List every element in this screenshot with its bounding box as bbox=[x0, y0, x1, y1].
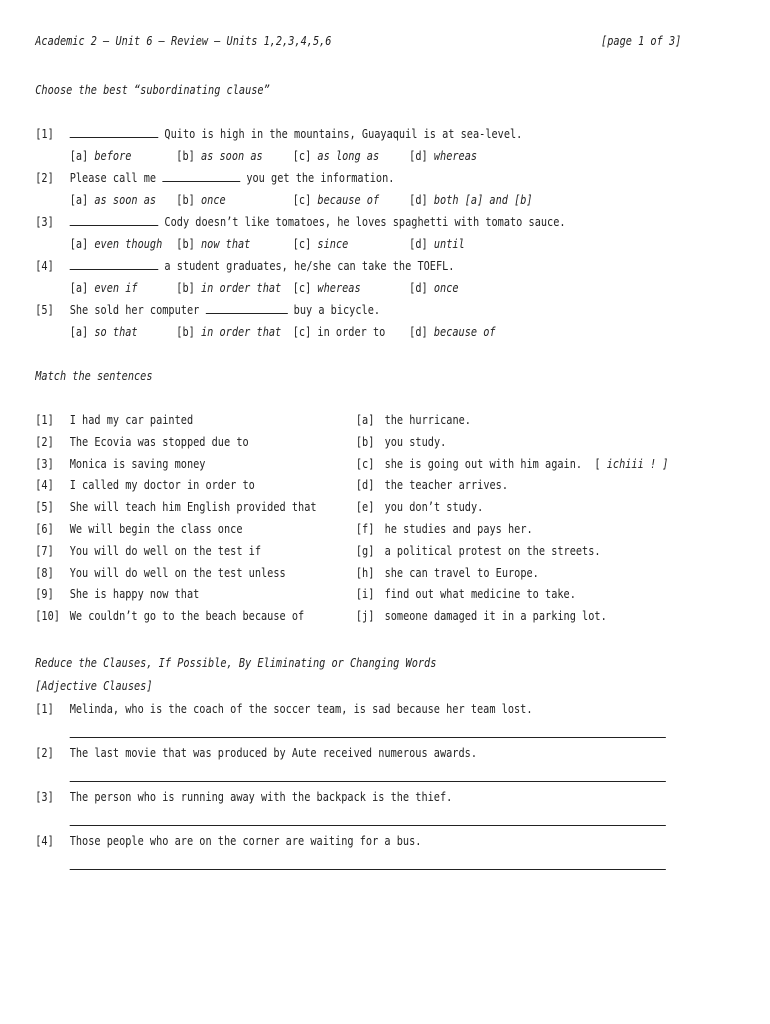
page-header-title: Academic 2 – Unit 6 – Review – Units 1,2,3,4,5,6 bbox=[35, 33, 332, 48]
match-left-number: [9] bbox=[35, 586, 54, 602]
match-left-number: [3] bbox=[35, 455, 54, 471]
question-number: [5] bbox=[35, 302, 54, 317]
option-d[interactable]: [d] because of bbox=[409, 324, 496, 339]
match-left-number: [10] bbox=[35, 608, 60, 624]
match-right-letter: [j] bbox=[355, 608, 375, 624]
match-right-ending: you study. bbox=[384, 433, 447, 449]
item-number: [4] bbox=[35, 833, 54, 848]
option-b[interactable]: [b] now that bbox=[176, 236, 251, 251]
match-left-sentence: You will do well on the test unless bbox=[69, 564, 286, 580]
match-left-sentence: I called my doctor in order to bbox=[69, 477, 255, 493]
option-d[interactable]: [d] whereas bbox=[409, 148, 478, 163]
match-right-ending: a political protest on the streets. bbox=[384, 542, 601, 558]
match-left-number: [4] bbox=[35, 477, 54, 493]
option-a[interactable]: [a] even though bbox=[69, 236, 163, 251]
answer-line[interactable] bbox=[70, 781, 666, 782]
question-text: Please call me you get the information. bbox=[69, 170, 395, 185]
item-text: The last movie that was produced by Aute received numerous awards. bbox=[69, 745, 477, 760]
match-left-number: [8] bbox=[35, 564, 54, 580]
option-d[interactable]: [d] until bbox=[409, 236, 465, 251]
answer-blank[interactable] bbox=[162, 170, 240, 182]
option-c[interactable]: [c] since bbox=[292, 236, 349, 251]
question-number: [1] bbox=[35, 126, 54, 141]
section-subtitle-adjective: [Adjective Clauses] bbox=[35, 678, 153, 693]
option-b[interactable]: [b] in order that bbox=[176, 324, 282, 339]
option-a[interactable]: [a] so that bbox=[69, 324, 138, 339]
answer-blank[interactable] bbox=[70, 126, 159, 138]
answer-blank[interactable] bbox=[70, 258, 159, 270]
item-text: Melinda, who is the coach of the soccer team, is sad because her team lost. bbox=[69, 701, 533, 716]
match-right-letter: [d] bbox=[355, 477, 375, 493]
match-right-letter: [f] bbox=[355, 521, 375, 536]
match-left-sentence: Monica is saving money bbox=[69, 455, 206, 471]
match-right-letter: [b] bbox=[355, 433, 375, 449]
match-right-letter: [c] bbox=[355, 455, 375, 471]
option-d[interactable]: [d] both [a] and [b] bbox=[409, 192, 533, 207]
option-c[interactable]: [c] whereas bbox=[292, 280, 361, 295]
match-right-ending: the teacher arrives. bbox=[384, 477, 509, 493]
match-right-ending: find out what medicine to take. bbox=[384, 586, 576, 602]
match-left-number: [6] bbox=[35, 521, 54, 536]
section-title-match: Match the sentences bbox=[35, 368, 153, 383]
question-number: [3] bbox=[35, 214, 54, 229]
item-number: [3] bbox=[35, 789, 54, 804]
option-d[interactable]: [d] once bbox=[409, 280, 459, 295]
match-right-ending: you don’t study. bbox=[384, 499, 484, 515]
question-text: Cody doesn’t like tomatoes, he loves spaghetti with tomato sauce. bbox=[70, 214, 566, 229]
option-a[interactable]: [a] as soon as bbox=[69, 192, 157, 207]
answer-line[interactable] bbox=[70, 737, 666, 738]
option-a[interactable]: [a] even if bbox=[69, 280, 138, 295]
option-c[interactable]: [c] because of bbox=[292, 192, 380, 207]
option-b[interactable]: [b] in order that bbox=[176, 280, 282, 295]
question-text: Quito is high in the mountains, Guayaquil is at sea-level. bbox=[70, 126, 523, 141]
match-left-number: [1] bbox=[35, 412, 54, 427]
match-right-aside: ichiii ! ] bbox=[606, 455, 669, 471]
option-b[interactable]: [b] as soon as bbox=[176, 148, 263, 163]
page-number: [page 1 of 3] bbox=[601, 33, 682, 48]
question-number: [2] bbox=[35, 170, 54, 185]
answer-blank[interactable] bbox=[70, 214, 159, 226]
match-right-letter: [g] bbox=[355, 542, 375, 558]
match-left-sentence: We couldn’t go to the beach because of bbox=[69, 608, 305, 624]
match-left-sentence: The Ecovia was stopped due to bbox=[69, 433, 249, 449]
match-right-ending: she is going out with him again. [ ichiii ! ] bbox=[384, 455, 669, 471]
item-number: [2] bbox=[35, 745, 54, 760]
answer-line[interactable] bbox=[70, 825, 666, 826]
option-b[interactable]: [b] once bbox=[176, 192, 226, 207]
match-left-sentence: I had my car painted bbox=[69, 412, 194, 427]
answer-line[interactable] bbox=[70, 869, 666, 870]
match-left-number: [7] bbox=[35, 542, 54, 558]
match-right-ending: the hurricane. bbox=[384, 412, 471, 427]
match-left-number: [2] bbox=[35, 433, 54, 449]
match-left-number: [5] bbox=[35, 499, 54, 515]
match-right-ending: he studies and pays her. bbox=[384, 521, 533, 536]
item-number: [1] bbox=[35, 701, 54, 716]
option-c[interactable]: [c] in order to bbox=[292, 324, 386, 339]
option-a[interactable]: [a] before bbox=[69, 148, 132, 163]
item-text: The person who is running away with the backpack is the thief. bbox=[69, 789, 453, 804]
section-title-reduce: Reduce the Clauses, If Possible, By Eliminating or Changing Words bbox=[35, 655, 437, 670]
question-text: She sold her computer buy a bicycle. bbox=[69, 302, 381, 317]
answer-blank[interactable] bbox=[205, 302, 287, 314]
match-left-sentence: We will begin the class once bbox=[69, 521, 243, 536]
match-right-letter: [h] bbox=[355, 564, 375, 580]
question-number: [4] bbox=[35, 258, 54, 273]
section-title-subordinating: Choose the best “subordinating clause” bbox=[35, 82, 270, 97]
match-left-sentence: She is happy now that bbox=[69, 586, 200, 602]
match-right-letter: [a] bbox=[355, 412, 375, 427]
match-right-letter: [e] bbox=[355, 499, 375, 515]
match-right-ending: she can travel to Europe. bbox=[384, 564, 539, 580]
item-text: Those people who are on the corner are waiting for a bus. bbox=[69, 833, 422, 848]
match-left-sentence: You will do well on the test if bbox=[69, 542, 262, 558]
match-left-sentence: She will teach him English provided that bbox=[69, 499, 317, 515]
match-right-letter: [i] bbox=[355, 586, 375, 602]
question-text: a student graduates, he/she can take the TOEFL. bbox=[70, 258, 455, 273]
match-right-ending: someone damaged it in a parking lot. bbox=[384, 608, 607, 624]
option-c[interactable]: [c] as long as bbox=[292, 148, 380, 163]
